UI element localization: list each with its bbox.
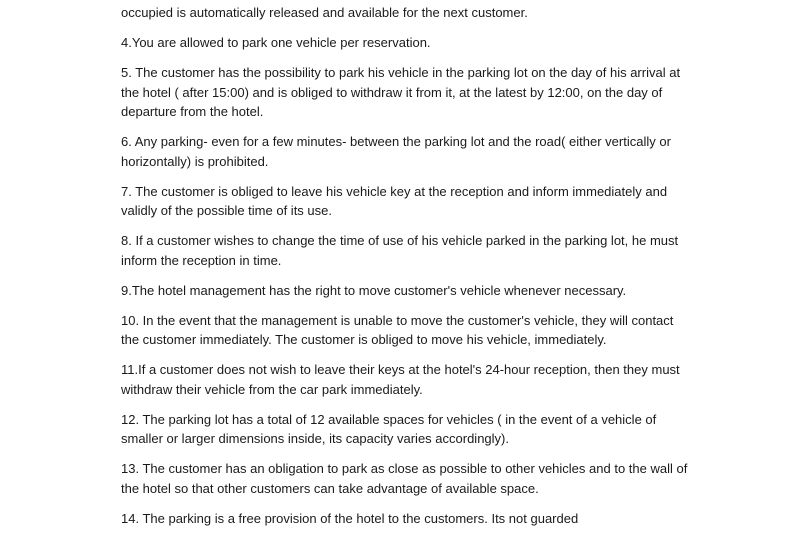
rule-5: 5. The customer has the possibility to park his vehicle in the parking lot on the day of his arrival at the hotel ( after 15:00) and is obliged to withdraw it from it, at the latest by 12:00, on the day of departure from the hotel. (121, 65, 681, 119)
paragraph-continuation: occupied is automatically released and available for the next customer. (121, 5, 528, 20)
rule-4: 4.You are allowed to park one vehicle per reservation. (121, 35, 431, 50)
rule-9: 9.The hotel management has the right to move customer's vehicle whenever necessary. (121, 282, 627, 298)
rule-13: 13. The customer has an obligation to park as close as possible to other vehicles and to the wall of the hotel so that other customers can take advantage of available space. (121, 461, 688, 496)
rule-8: 8. If a customer wishes to change the time of use of his vehicle parked in the parking lot, he must inform the reception in time. (121, 233, 679, 268)
rule-11: 11.If a customer does not wish to leave their keys at the hotel's 24-hour reception, then they must withdraw their vehicle from the car park immediately. (121, 362, 680, 397)
rule-10: 10. In the event that the management is unable to move the customer's vehicle, they will contact the customer immediately. The customer is obliged to move his vehicle, immediately. (121, 312, 674, 347)
rule-12: 12. The parking lot has a total of 12 available spaces for vehicles ( in the event of a vehicle of smaller or larger dimensions inside, its capacity varies accordingly). (121, 411, 657, 446)
rule-7: 7. The customer is obliged to leave his vehicle key at the reception and inform immediately and validly of the possible time of its use. (121, 183, 668, 218)
document-body (121, 3, 691, 539)
rule-6: 6. Any parking- even for a few minutes- between the parking lot and the road( either vertically or horizontally) is prohibited. (121, 134, 671, 169)
rule-14: 14. The parking is a free provision of the hotel to the customers. Its not guarded (121, 510, 579, 526)
